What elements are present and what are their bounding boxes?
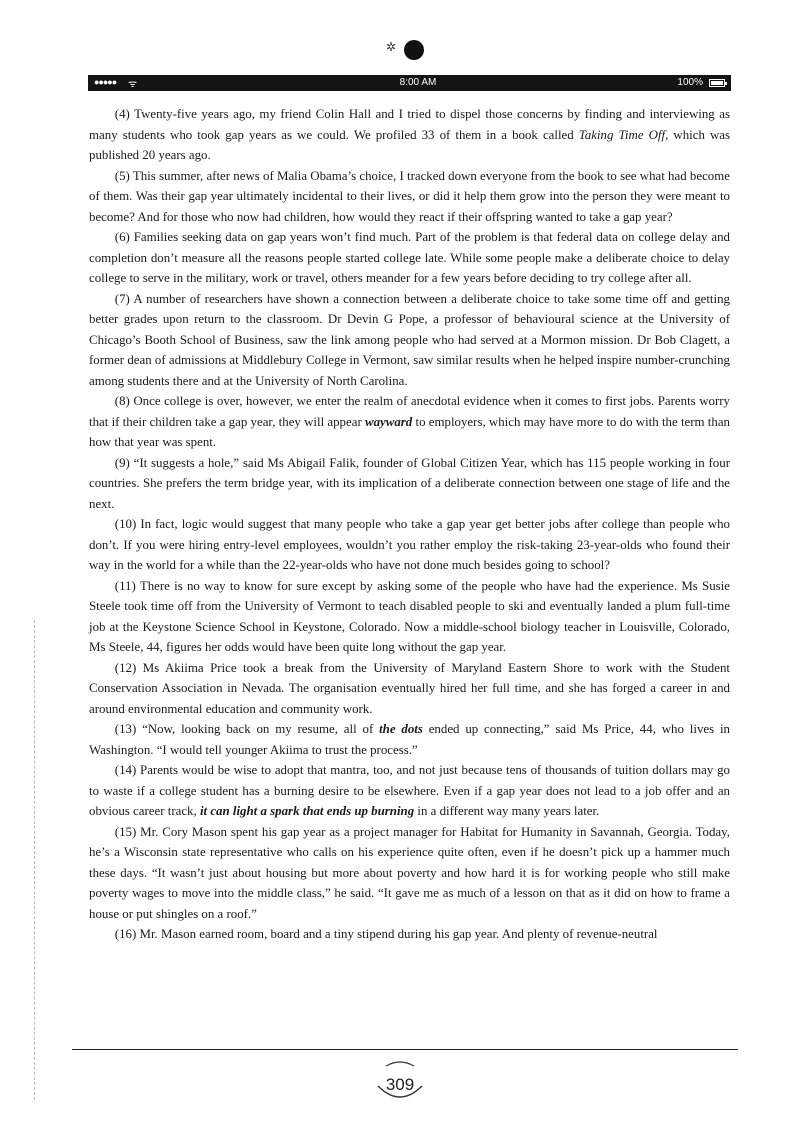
article-paragraph	[89, 104, 730, 166]
article-paragraph	[89, 514, 730, 576]
paragraph-text: (9) “It suggests a hole,” said Ms Abigail Falik, founder of Global Citizen Year, which has 115 people working in four countries. She prefers the term bridge year, with its implication of a deliberate connection between one stage of life and the next.	[89, 455, 730, 511]
paragraph-text: (14) Parents would be wise to adopt that mantra, too, and not just because tens of thousands of tuition dollars may go to waste if a college student has a burning desire to be elsewhere. Even if a gap year does not lead to a job offer and an obvious career track,	[89, 763, 730, 818]
paragraph-text: to employers, which may have more to do with the term than how that year was spent.	[89, 414, 730, 449]
article-paragraph	[89, 453, 730, 515]
article-paragraph	[89, 391, 730, 453]
article-paragraph	[89, 166, 730, 228]
battery-percentage: 100%	[677, 77, 703, 88]
article-paragraph	[89, 924, 730, 945]
paragraph-text: (15) Mr. Cory Mason spent his gap year as a project manager for Habitat for Humanity in Savannah, Georgia. Today, he’s a Wisconsin state representative who calls on his experience quite often, even if he doesn’t pick up a hammer much these days. “It wasn’t just about housing but more about poverty and how hard it is for working people who still make poverty wages to move into the middle class,” he said. “It gave me as much of a lesson on that as it did on how to frame a house or put shingles on a roof.”	[89, 824, 730, 921]
paragraph-text: in a different way many years later.	[414, 804, 600, 818]
status-time: 8:00 AM	[399, 77, 437, 88]
article-paragraph	[89, 576, 730, 658]
emphasized-text: the dots	[379, 722, 423, 736]
page-number: 309	[385, 1075, 415, 1094]
article-paragraph	[89, 289, 730, 392]
paragraph-text: (7) A number of researchers have shown a connection between a deliberate choice to take some time off and getting better grades upon return to the classroom. Dr Devin G Pope, a professor of behavioural science at the University of Chicago’s Booth School of Business, saw the link among people who had served at a Mormon mission. Dr Bob Clagett, a former dean of admissions at Middlebury College in Vermont, saw similar results when he helped inspire number-crunching among students there and at the University of North Carolina.	[89, 291, 730, 388]
paragraph-text: (11) There is no way to know for sure except by asking some of the people who have had the experience. Ms Susie Steele took time off from the University of Vermont to teach disabled people to ski and eventually landed a plum full-time job at the Keystone Science School in Keystone, Colorado. Now a middle-school biology teacher in Louisville, Colorado, Ms Steele, 44, figures her odds would have been quite long without the gap year.	[89, 578, 730, 654]
footer-divider	[72, 1049, 738, 1050]
battery-icon	[709, 79, 725, 87]
emphasized-text: Taking Time Off	[578, 127, 666, 142]
article-paragraph	[89, 719, 730, 760]
article-body	[89, 104, 730, 945]
binding-margin-rule	[34, 620, 35, 1100]
paragraph-text: (6) Families seeking data on gap years won’t find much. Part of the problem is that federal data on college delay and completion don’t measure all the reasons people started college late. While some people make a deliberate choice to delay college to serve in the military, work or travel, others meander for a few years before deciding to try college after all.	[89, 230, 730, 285]
paragraph-text: (8) Once college is over, however, we enter the realm of anecdotal evidence when it comes to first jobs. Parents worry that if their children take a gap year, they will appear	[89, 394, 730, 429]
asterisk-icon: ✲	[386, 40, 397, 54]
paragraph-text: (10) In fact, logic would suggest that many people who take a gap year get better jobs after college than people who don’t. If you were hiring entry-level employees, wouldn’t you rather employ the risk-taking 23-year-olds who found their way in the world for a while than the 22-year-olds who have not done much besides going to school?	[89, 517, 730, 572]
paragraph-text: (5) This summer, after news of Malia Obama’s choice, I tracked down everyone from the book to see what had become of them. Was their gap year ultimately incidental to their lives, or did it help them grow into the person they were meant to become? And for those who now had children, how would they react if their offspring wanted to take a gap year?	[89, 168, 730, 224]
signal-icon: ●●●●●	[94, 77, 117, 87]
paragraph-text: (12) Ms Akiima Price took a break from the University of Maryland Eastern Shore to work with the Student Conservation Association in Nevada. The organisation eventually hired her full time, and she has forged a career in and around environmental education and community work.	[89, 660, 730, 716]
paragraph-text: , which was published 20 years ago.	[89, 127, 730, 162]
wifi-icon: ᯤ	[128, 79, 138, 90]
paragraph-text: ended up connecting,” said Ms Price, 44, who lives in Washington. “I would tell younger Akiima to trust the process.”	[89, 722, 730, 757]
article-paragraph	[89, 760, 730, 822]
emphasized-text: it can light a spark that ends up burning	[199, 804, 415, 818]
paragraph-text: (4) Twenty-five years ago, my friend Colin Hall and I tried to dispel those concerns by finding and interviewing as many students who took gap years as we could. We profiled 33 of them in a book called	[89, 107, 730, 142]
article-paragraph	[89, 658, 730, 720]
device-status-bar	[88, 75, 731, 91]
paragraph-text: (13) “Now, looking back on my resume, all of	[114, 722, 380, 736]
scanner-top-mark	[0, 38, 800, 62]
emphasized-text: wayward	[364, 414, 413, 429]
article-paragraph	[89, 227, 730, 289]
registration-dot	[404, 40, 424, 60]
article-paragraph	[89, 822, 730, 925]
paragraph-text: (16) Mr. Mason earned room, board and a tiny stipend during his gap year. And plenty of revenue-neutral	[114, 927, 658, 941]
